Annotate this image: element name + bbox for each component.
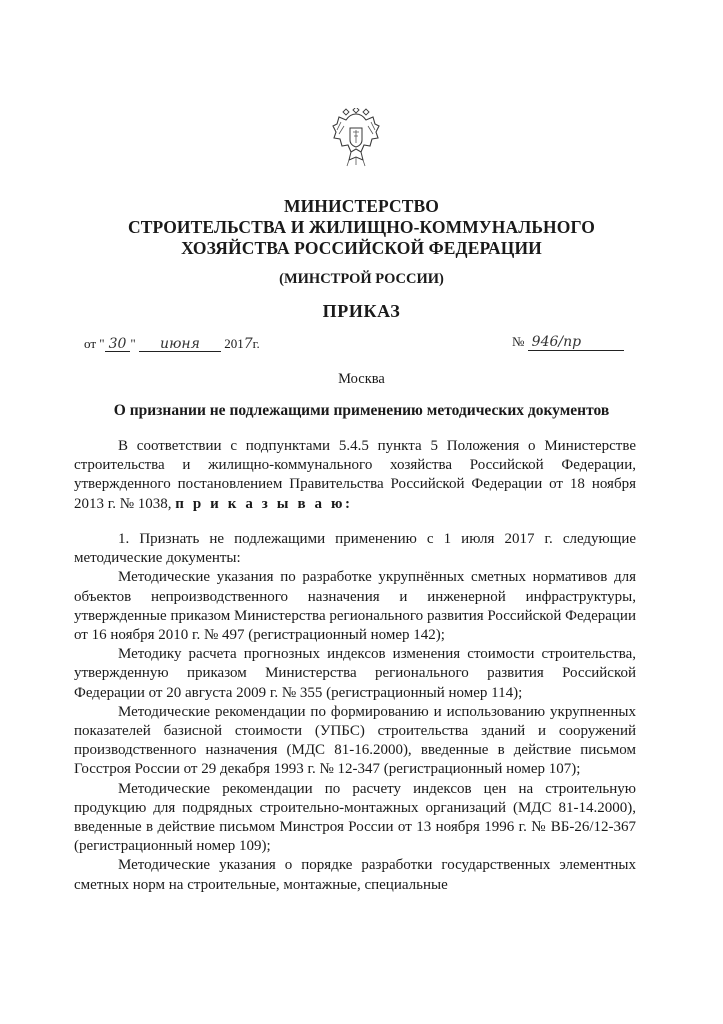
- preamble: [74, 437, 636, 514]
- order-item: Методические указания по разработке укрупнённых сметных нормативов для объектов непроизводственного назначения и инженерной инфраструктуры, утвержденные приказом Министерства регионального развития Российской Федерации от 16 ноября 2010 г. № 497 (регистрационный номер 142);: [74, 569, 636, 644]
- russian-coat-of-arms-icon: [329, 108, 383, 170]
- document-type-heading: ПРИКАЗ: [322, 301, 401, 321]
- number-prefix: №: [512, 334, 525, 349]
- date-month: июня: [139, 337, 221, 352]
- ministry-line: МИНИСТЕРСТВО: [283, 196, 440, 216]
- ministry-name: [60, 196, 663, 259]
- order-item: Методические рекомендации по расчету индексов цен на строительную продукцию для подрядных строительно-монтажных организаций (МДС 81-14.2000), введенные в действие письмом Минстроя России от 13 ноября 1996 г. № ВБ-26/12-367 (регистрационный номер 109);: [74, 780, 636, 855]
- order-date: от " 30 " июня 2017г.: [84, 336, 260, 352]
- order-item: Методические рекомендации по формированию и использованию укрупненных показателей базисной стоимости (УПБС) строительства зданий и сооружений производственного назначения (МДС 81-16.2000), введенные в действие письмом Госстроя России от 29 декабря 1993 г. № 12-347 (регистрационный номер 107);: [74, 703, 636, 778]
- preamble-text: В соответствии с подпунктами 5.4.5 пункта 5 Положения о Министерстве строительства и жилищно-коммунального хозяйства Российской Федерации, утвержденного постановлением Правительства Российской Федерации от 18 ноября 2013 г. № 1038,: [74, 438, 636, 512]
- date-day: 30: [105, 337, 131, 352]
- order-item: Методику расчета прогнозных индексов изменения стоимости строительства, утвержденную приказом Министерства регионального развития Российской Федерации от 20 августа 2009 г. № 355 (регистрационный номер 114);: [74, 646, 636, 701]
- order-items: [74, 530, 636, 895]
- date-year-suffix: г.: [252, 336, 260, 351]
- ministry-line: ХОЗЯЙСТВА РОССИЙСКОЙ ФЕДЕРАЦИИ: [181, 238, 542, 258]
- date-year-digit: 7: [243, 336, 253, 352]
- number-value: 946/пр: [531, 334, 582, 350]
- order-item: 1. Признать не подлежащими применению с 1 июля 2017 г. следующие методические документы:: [74, 531, 636, 567]
- city: Москва: [338, 371, 385, 387]
- order-item: Методические указания о порядке разработки государственных элементных сметных норм на строительные, монтажные, специальные: [74, 857, 636, 893]
- preamble-command: п р и к а з ы в а ю:: [175, 495, 353, 512]
- document-title: О признании не подлежащими применению методических документов: [113, 402, 610, 419]
- date-prefix: от: [84, 336, 97, 351]
- date-year-prefix: 201: [224, 336, 244, 351]
- ministry-line: СТРОИТЕЛЬСТВА И ЖИЛИЩНО-КОММУНАЛЬНОГО: [128, 217, 595, 237]
- order-number: [512, 334, 624, 351]
- ministry-abbreviation: (МИНСТРОЙ РОССИИ): [279, 271, 444, 287]
